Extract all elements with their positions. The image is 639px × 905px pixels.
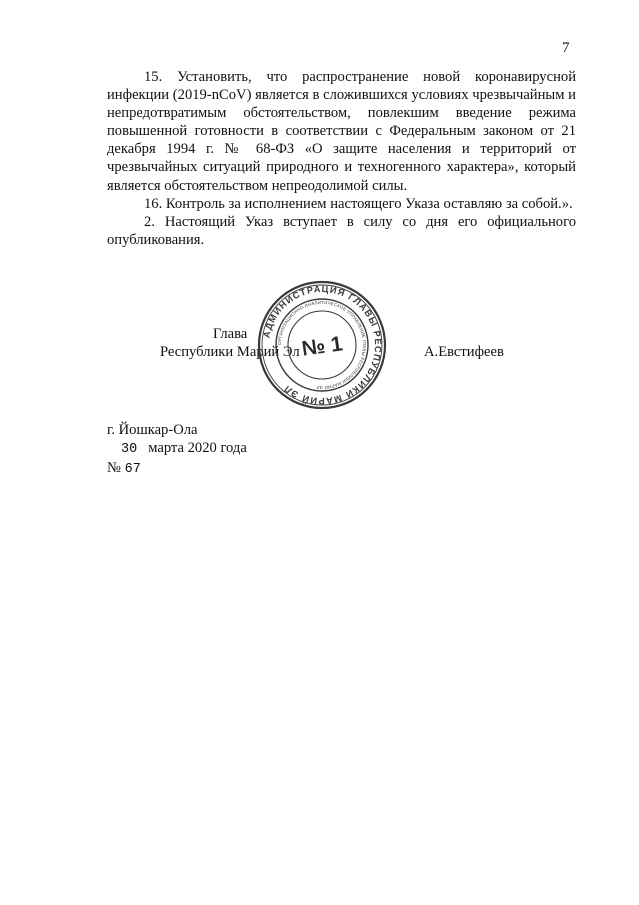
decree-number	[107, 459, 247, 479]
paragraph-15: 15. Установить, что распространение новой коронавирусной инфекции (2019-nCoV) является в сложившихся условиях чрезвычайным и непредотвратимым обстоятельством, повлекшим введение режима повышенной готовности в соответствии с Федеральным законом от 21 декабря 1994 г. № 68-ФЗ «О защите населения и территорий от чрезвычайных ситуаций природного и техногенного характера», который является обстоятельством непреодолимой силы.	[107, 69, 576, 194]
decree-number-value: 67	[124, 462, 141, 477]
issue-city: г. Йошкар-Ола	[107, 422, 198, 438]
decree-number-sign: №	[107, 460, 121, 476]
page-number: 7	[562, 40, 570, 56]
signatory-title-line1: Глава	[213, 326, 248, 342]
paragraph-16: 16. Контроль за исполнением настоящего Указа оставляю за собой.».	[144, 195, 573, 212]
signatory-title-line2: Республики Марий Эл	[160, 344, 300, 360]
seal-outer-text: АДМИНИСТРАЦИЯ ГЛАВЫ РЕСПУБЛИКИ МАРИЙ ЭЛ	[261, 283, 384, 407]
seal-center-number: № 1	[300, 332, 345, 361]
paragraph-2: 2. Настоящий Указ вступает в силу со дня его официального опубликования.	[107, 213, 576, 248]
official-seal	[252, 280, 392, 410]
issue-date-month-year: марта 2020 года	[148, 440, 247, 456]
issue-date-day: 30	[121, 442, 138, 457]
issue-date	[107, 439, 247, 459]
seal-inner-text: ОРГАНИЗАЦИОННО-АНАЛИТИЧЕСКОЕ УПРАВЛЕНИЕ ГЛАВЫ РЕСПУБЛИКИ МАРИЙ ЭЛ	[276, 299, 368, 391]
decree-footer	[107, 421, 247, 479]
signatory-name: А.Евстифеев	[424, 344, 504, 360]
